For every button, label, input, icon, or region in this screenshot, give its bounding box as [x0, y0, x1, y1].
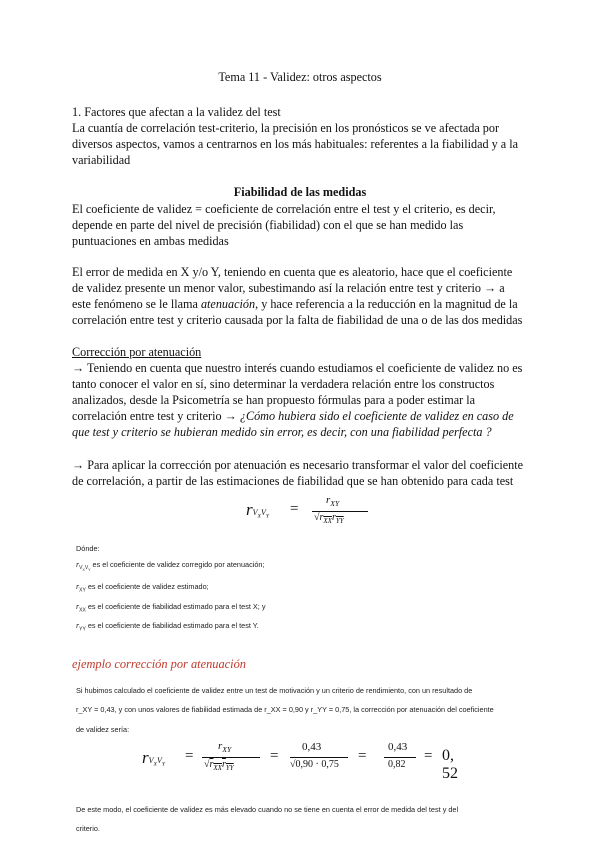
donde-item-text: es el coeficiente de validez estimado; — [87, 582, 209, 591]
eq-frac2-den: √0,90 · 0,75 — [290, 759, 339, 770]
donde-label: Dónde: — [76, 544, 100, 553]
symbol-sub: VXVY — [79, 565, 91, 573]
text-run: , y hace referencia a la reducción en la magnitud de la — [255, 297, 518, 311]
formula-denominator: $√r_{XX}r_{YY}$ — [314, 512, 344, 525]
correccion-line-6: → Para aplicar la corrección por atenuación es necesario transformar el valor del coeficiente — [72, 458, 524, 472]
donde-item-1 — [76, 560, 265, 572]
section1-line-1: La cuantía de correlación test-criterio, la precisión en los pronósticos se ve afectada por — [72, 121, 500, 135]
fiabilidad-para2-line-3 — [72, 297, 518, 313]
section1-line-2: diversos aspectos, vamos a centrarnos en los más habituales: referentes a la fiabilidad y a la — [72, 137, 519, 151]
correccion-line-4 — [72, 409, 514, 425]
donde-item-2 — [76, 582, 209, 593]
ejemplo-line-3: de validez sería: — [76, 725, 130, 734]
eq-frac2-bar — [290, 757, 348, 758]
donde-item-text: es el coeficiente de validez corregido por atenuación; — [92, 560, 265, 569]
symbol-sub: XX — [79, 607, 86, 614]
formula-lhs-subscript: $V_XV_Y$ — [252, 508, 269, 520]
donde-item-text: es el coeficiente de fiabilidad estimado para el test X; y — [87, 602, 266, 611]
eq-equals-3: = — [358, 748, 367, 764]
conclusion-line-1: De este modo, el coeficiente de validez es más elevado cuando no se tiene en cuenta el error de medida del test y del — [76, 805, 459, 814]
section1-line-3: variabilidad — [72, 153, 131, 167]
eq-result: 0, 52 — [442, 747, 458, 782]
eq-frac1-num-sub: XY — [222, 745, 232, 755]
numerator-sub: XY — [330, 499, 340, 509]
fiabilidad-para1-line-2: depende en parte del nivel de precisión (fiabilidad) con el que se han medido las — [72, 218, 464, 232]
donde-item-4 — [76, 621, 259, 632]
symbol-r: r — [76, 582, 80, 591]
eq-frac1-bar — [202, 757, 260, 758]
attenuation-formula — [246, 494, 386, 534]
ejemplo-title: ejemplo corrección por atenuación — [72, 657, 246, 671]
symbol-sub: XY — [79, 587, 86, 594]
eq-equals-4: = — [424, 748, 433, 764]
symbol-r: r — [76, 621, 80, 630]
fiabilidad-para1-line-1: El coeficiente de validez = coeficiente de correlación entre el test y el criterio, es decir, — [72, 202, 496, 216]
fiabilidad-heading: Fiabilidad de las medidas — [233, 185, 367, 199]
question-text: ¿Cómo hubiera sido el coeficiente de validez en caso de — [239, 409, 514, 423]
symbol-sub: YY — [79, 626, 86, 633]
numerator-symbol: r — [326, 494, 331, 506]
fiabilidad-para2-line-2: de validez presente un menor valor, subestimando así la relación entre test y criterio → a — [72, 281, 505, 295]
eq-lhs — [142, 748, 165, 768]
eq-frac1-num-symbol: r — [218, 740, 223, 752]
fiabilidad-para2-line-1: El error de medida en X y/o Y, teniendo en cuenta que es aleatorio, hace que el coeficiente — [72, 265, 513, 279]
eq-lhs-subscript: $V_XV_Y$ — [148, 756, 165, 768]
correccion-heading: Corrección por atenuación — [72, 345, 202, 359]
fiabilidad-para2-line-4: correlación entre test y criterio causada por la falta de fiabilidad de una o de las dos medidas — [72, 313, 523, 327]
symbol-r: r — [76, 560, 80, 569]
eq-equals-1: = — [185, 748, 194, 764]
text-run: correlación entre test y criterio → — [72, 409, 240, 423]
eq-frac2-num: 0,43 — [302, 741, 322, 753]
donde-item-3 — [76, 602, 266, 613]
correccion-line-5: que test y criterio se hubieran medido sin error, es decir, con una fiabilidad perfecta ? — [72, 425, 492, 439]
formula-lhs-symbol: r — [246, 500, 253, 519]
eq-frac1-num — [218, 740, 231, 754]
symbol-r: r — [76, 602, 80, 611]
eq-frac3-den: 0,82 — [388, 759, 406, 770]
formula-numerator — [326, 494, 339, 508]
ejemplo-line-1: Si hubimos calculado el coeficiente de validez entre un test de motivación y un criterio de rendimiento, con un resultado de — [76, 686, 473, 695]
correccion-line-7: de correlación, a partir de las estimaciones de fiabilidad que se han obtenido para cada test — [72, 474, 514, 488]
atenuacion-term: atenuación — [200, 297, 256, 311]
donde-item-text: es el coeficiente de fiabilidad estimado para el test Y. — [87, 621, 259, 630]
fiabilidad-para1-line-3: puntuaciones en ambas medidas — [72, 234, 229, 248]
eq-equals-2: = — [270, 748, 279, 764]
formula-equals: = — [290, 501, 299, 517]
eq-lhs-symbol: r — [142, 748, 149, 767]
text-run: este fenómeno se le llama — [72, 297, 201, 311]
page-title: Tema 11 - Validez: otros aspectos — [218, 70, 382, 84]
eq-frac3-bar — [384, 757, 416, 758]
eq-frac1-den: $√r_{XX}r_{YY}$ — [204, 759, 234, 772]
ejemplo-equation — [142, 738, 472, 780]
ejemplo-line-2: r_XY = 0,43, y con unos valores de fiabilidad estimada de r_XX = 0,90 y r_YY = 0,75, la corrección por atenuación del coeficiente — [76, 705, 494, 714]
eq-frac3-num: 0,43 — [388, 741, 408, 753]
formula-lhs — [246, 500, 269, 520]
correccion-line-1: → Teniendo en cuenta que nuestro interés cuando estudiamos el coeficiente de validez no es — [72, 361, 523, 375]
correccion-line-2: tanto conocer el valor en sí, sino determinar la verdadera relación entre los constructos — [72, 377, 495, 391]
correccion-line-3: analizados, desde la Psicometría se han propuesto fórmulas para a poder estimar la — [72, 393, 476, 407]
section1-heading: 1. Factores que afectan a la validez del test — [72, 105, 281, 119]
conclusion-line-2: criterio. — [76, 824, 100, 833]
